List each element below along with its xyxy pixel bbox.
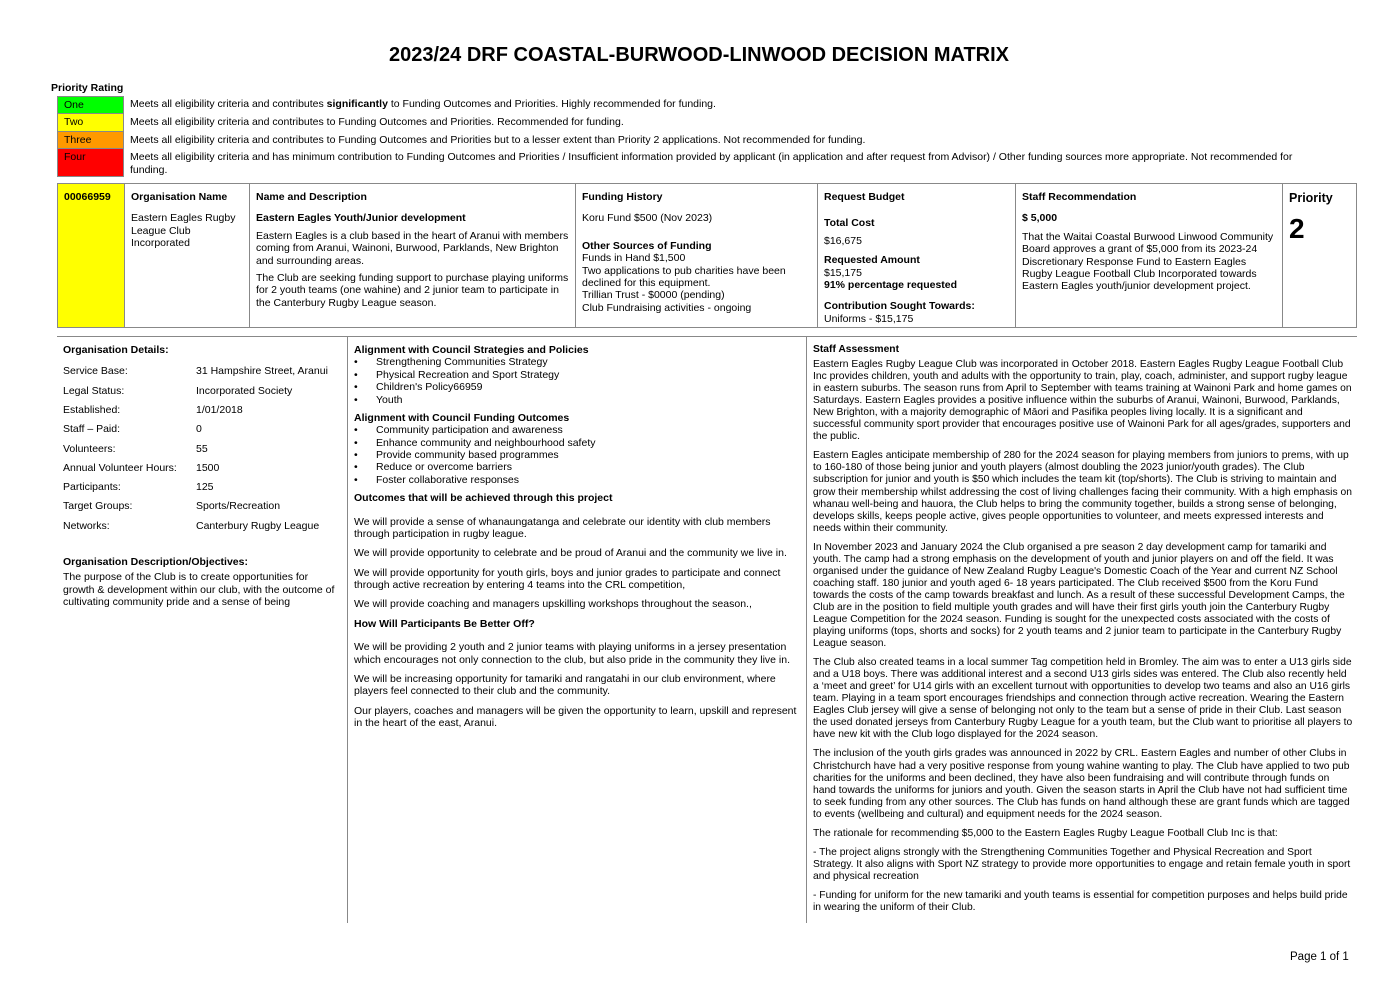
assessment-paragraph: The rationale for recommending $5,000 to the Eastern Eagles Rugby League Football Club Inc is that:	[813, 827, 1278, 839]
priority-row	[57, 96, 1317, 114]
priority-header: Priority	[1289, 191, 1333, 205]
detail-row: Target Groups: Sports/Recreation	[63, 500, 281, 513]
assessment-paragraph: The inclusion of the youth girls grades was announced in 2022 by CRL. Eastern Eagles and number of other Clubs in Christchurch have had a very positive response from young wahine wanting to play. The Club have applied to two pub charities for the uniforms and been declined, they have also been fundraising and will contribute through funds on hand towards the uniforms for juniors and youth. Given the season starts in April the Club have not had sufficient time to seek funding from any other sources. The Club has funds on hand although these are grant funds which are tagged to events (wellbeing and cultural) and equipment needs for the 2024 season.	[813, 748, 1350, 820]
staff-assessment	[813, 344, 1353, 921]
column-divider	[806, 336, 807, 923]
list-item: • Strengthening Communities Strategy	[354, 356, 800, 368]
org-description-heading: Organisation Description/Objectives:	[63, 556, 248, 569]
priority-desc: Meets all eligibility criteria and has minimum contribution to Funding Outcomes and Priorities / Insufficient information provided by applicant (in application and after request from Advisor) / Other funding sources more appropriate. Not recommended for funding.	[130, 151, 1293, 176]
list-item: • Provide community based programmes	[354, 449, 800, 461]
assessment-paragraph: - Funding for uniform for the new tamariki and youth teams is essential for competition purposes and helps build pride in wearing the uniform of their Club.	[813, 889, 1348, 913]
outcomes-list	[354, 424, 800, 486]
organisation-column	[125, 184, 250, 327]
total-cost: $16,675	[824, 234, 862, 247]
request-budget-column	[818, 184, 1016, 327]
org-details-heading: Organisation Details:	[63, 344, 169, 356]
organisation-details	[63, 344, 341, 609]
detail-row: Networks: Canterbury Rugby League	[63, 519, 320, 532]
list-item: • Youth	[354, 394, 800, 406]
other-source: Two applications to pub charities have been declined for this equipment.	[582, 264, 786, 289]
priority-row	[57, 149, 1317, 178]
detail-row: Participants: 125	[63, 481, 214, 494]
better-off-item: We will be increasing opportunity for tamariki and rangatahi in our club environment, where players feel connected to their club and the community.	[354, 672, 776, 698]
staff-amount: $ 5,000	[1022, 212, 1058, 225]
priority-row	[57, 132, 1317, 149]
funding-history: Koru Fund $500 (Nov 2023)	[582, 212, 713, 225]
strategies-heading: Alignment with Council Strategies and Policies	[354, 344, 589, 356]
requested-label: Requested Amount	[824, 254, 920, 267]
better-off-item: We will be providing 2 youth and 2 junior teams with playing uniforms in a jersey presentation which encourages not only connection to the club, but also pride in the community they live in.	[354, 641, 791, 666]
list-item: • Reduce or overcome barriers	[354, 461, 800, 473]
project-name: Eastern Eagles Youth/Junior development	[256, 212, 466, 225]
detail-row: Legal Status: Incorporated Society	[63, 384, 293, 397]
staff-recommendation-text: That the Waitai Coastal Burwood Linwood Community Board approves a grant of $5,000 from its 2023-24 Discretionary Response Fund to Eastern Eagles Rugby League Football Club Incorporated towards Eastern Eagles youth/junior development project.	[1022, 230, 1274, 293]
percentage-requested: 91% percentage requested	[824, 278, 958, 291]
list-item: • Children's Policy66959	[354, 381, 800, 393]
org-description: The purpose of the Club is to create opportunities for growth & development within our club, with the outcome of cultivating community pride and a sense of being	[63, 571, 335, 609]
page-number: Page 1 of 1	[1290, 951, 1349, 963]
application-id: 00066959	[58, 184, 125, 327]
other-source: Club Fundraising activities - ongoing	[582, 301, 752, 314]
better-off-item: Our players, coaches and managers will be given the opportunity to learn, upskill and represent in the heart of the east, Aranui.	[354, 704, 797, 729]
assessment-paragraph: Eastern Eagles anticipate membership of 280 for the 2024 season for playing members from juniors to prems, with up to 160-180 of those being junior and youth players (almost doubling the 2023 junior/youth grades). The Club subscription for junior and youth is $50 which includes the team kit (top/shorts). The Club is striving to maintain and grow their membership whilst addressing the cost of living challenges facing their community. With a high emphasis on whanau well-being and hauora, the Club helps to bring the community together, builds a strong sense of belonging, develops skills, keeps people active, gives people opportunities to volunteer, and meets expressed interests and needs within their community.	[813, 450, 1352, 534]
priority-label-four: Four	[57, 149, 124, 177]
list-item: • Community participation and awareness	[354, 424, 800, 436]
priority-desc: Meets all eligibility criteria and contributes to Funding Outcomes and Priorities but to a lesser extent than Priority 2 applications. Not recommended for funding.	[130, 133, 866, 146]
contribution: Uniforms - $15,175	[824, 312, 914, 325]
org-name: Eastern Eagles Rugby League Club Incorporated	[131, 212, 236, 250]
staff-recommendation-column	[1016, 184, 1283, 327]
detail-row: Annual Volunteer Hours: 1500	[63, 461, 220, 474]
org-header: Organisation Name	[131, 191, 228, 203]
project-outcomes-heading: Outcomes that will be achieved through this project	[354, 492, 613, 505]
name-description-column	[250, 184, 576, 327]
project-outcome: We will provide opportunity to celebrate and be proud of Aranui and the community we live in.	[354, 547, 787, 560]
other-source: Trillian Trust - $0000 (pending)	[582, 289, 725, 302]
priority-label-three: Three	[57, 132, 124, 149]
assessment-paragraph: In November 2023 and January 2024 the Club organised a pre season 2 day development camp for tamariki and youth. The camp had a strong emphasis on the development of youth and junior players on and off the field. It was organised under the guidance of New Zealand Rugby League's Domestic Coach of the Year and current NZ School coaching staff. 180 junior and youth aged 6- 18 years participated. The Club received $500 from the Koru Fund towards the costs of the camp towards breakfast and lunch. As a result of these successful Development Camps, the Club are in the position to field multiple youth grades and will have their first girls youth join the Canterbury Rugby League Competition for the 2024 season. Funding is sought for the unexpected costs associated with the costs of playing uniforms (tops, shorts and socks) for 2 youth teams and 2 junior team to participate in the Canterbury Rugby League season.	[813, 541, 1345, 650]
column-divider	[347, 336, 348, 923]
contribution-label: Contribution Sought Towards:	[824, 300, 975, 313]
priority-column	[1283, 184, 1356, 327]
outcomes-heading: Alignment with Council Funding Outcomes	[354, 411, 570, 424]
detail-row: Established: 1/01/2018	[63, 403, 243, 416]
application-summary	[57, 183, 1357, 328]
detail-row: Volunteers: 55	[63, 442, 208, 455]
priority-value: 2	[1289, 212, 1305, 244]
requested-amount: $15,175	[824, 266, 862, 279]
priority-label-two: Two	[57, 114, 124, 131]
other-source: Funds in Hand $1,500	[582, 252, 686, 265]
detail-row: Service Base: 31 Hampshire Street, Aranui	[63, 365, 328, 378]
budget-header: Request Budget	[824, 191, 905, 203]
priority-rating-heading: Priority Rating	[51, 82, 124, 94]
project-description: Eastern Eagles is a club based in the heart of Aranui with members coming from Aranui, Wainoni, Burwood, Parklands, New Brighton and surrounding areas.	[256, 229, 569, 267]
strategies-list	[354, 356, 800, 406]
priority-desc: Meets all eligibility criteria and contributes to Funding Outcomes and Priorities. Recommended for funding.	[130, 116, 624, 129]
staff-assessment-heading: Staff Assessment	[813, 344, 900, 355]
priority-row	[57, 114, 1317, 131]
name-header: Name and Description	[256, 191, 367, 203]
project-description: The Club are seeking funding support to purchase playing uniforms for 2 youth teams (one wahine) and 2 junior team to participate in the Canterbury Rugby League season.	[256, 271, 569, 309]
funding-header: Funding History	[582, 191, 663, 203]
alignment-section	[354, 344, 800, 736]
better-off-heading: How Will Participants Be Better Off?	[354, 617, 535, 630]
priority-label-one: One	[57, 96, 124, 114]
list-item: • Foster collaborative responses	[354, 474, 800, 486]
staff-header: Staff Recommendation	[1022, 191, 1137, 203]
funding-history-column	[576, 184, 818, 327]
assessment-paragraph: - The project aligns strongly with the Strengthening Communities Together and Physical Recreation and Sport Strategy. It also aligns with Sport NZ strategy to provide more opportunities to engage and retain female youth in sport and physical recreation	[813, 846, 1351, 882]
page-title: 2023/24 DRF COASTAL-BURWOOD-LINWOOD DECISION MATRIX	[388, 44, 1010, 66]
detail-row: Staff – Paid: 0	[63, 423, 202, 436]
section-divider	[57, 336, 1357, 337]
list-item: • Physical Recreation and Sport Strategy	[354, 369, 800, 381]
project-outcome: We will provide coaching and managers upskilling workshops throughout the season.,	[354, 598, 752, 611]
list-item: • Enhance community and neighbourhood safety	[354, 437, 800, 449]
total-cost-label: Total Cost	[824, 217, 875, 230]
project-outcome: We will provide a sense of whanaungatanga and celebrate our identity with club members through participation in rugby league.	[354, 515, 771, 540]
other-sources-header: Other Sources of Funding	[582, 239, 712, 252]
assessment-paragraph: The Club also created teams in a local summer Tag competition held in Bromley. The aim was to enter a U13 girls side and a U18 boys. There was additional interest and a second U13 girls sides was entered. The Club also recently held a ‘meet and greet’ for U14 girls with an excellent turnout with opportunities to develop two teams and also an U16 girls team. Playing in a team sport encourages friendships and connection through active recreation. Wearing the Eastern Eagles Club jersey will give a sense of belonging not only to the team but a sense of pride in their Club. Last season the used donated jerseys from Canterbury Rugby League for a youth team, but the Club want to prioritise all players to have new kit with the Club logo displayed for the 2024 season.	[813, 657, 1353, 741]
project-outcome: We will provide opportunity for youth girls, boys and junior grades to participate and connect through active recreation by entering 4 teams into the CRL competition,	[354, 566, 781, 591]
assessment-paragraph: Eastern Eagles Rugby League Club was incorporated in October 2018. Eastern Eagles Rugby League Football Club Inc provides children, youth and adults with the opportunity to train, play, coach, administer, and support rugby league in eastern suburbs. The season runs from April to September with teams training at Wainoni Park and home games on Saturdays. Eastern Eagles provides a positive influence within the suburbs of Aranui, Wainoni, Burwood, Parklands, New Brighton, with a majority demographic of Māori and Pasifika peoples living locally. It is a significant and successful community sport provider that encourages positive use of Wainoni Park for all ages/grades, supporters and the public.	[813, 359, 1352, 443]
priority-rating-table	[57, 96, 1317, 178]
priority-desc: Meets all eligibility criteria and contributes significantly to Funding Outcomes and Priorities. Highly recommended for funding.	[130, 98, 716, 110]
